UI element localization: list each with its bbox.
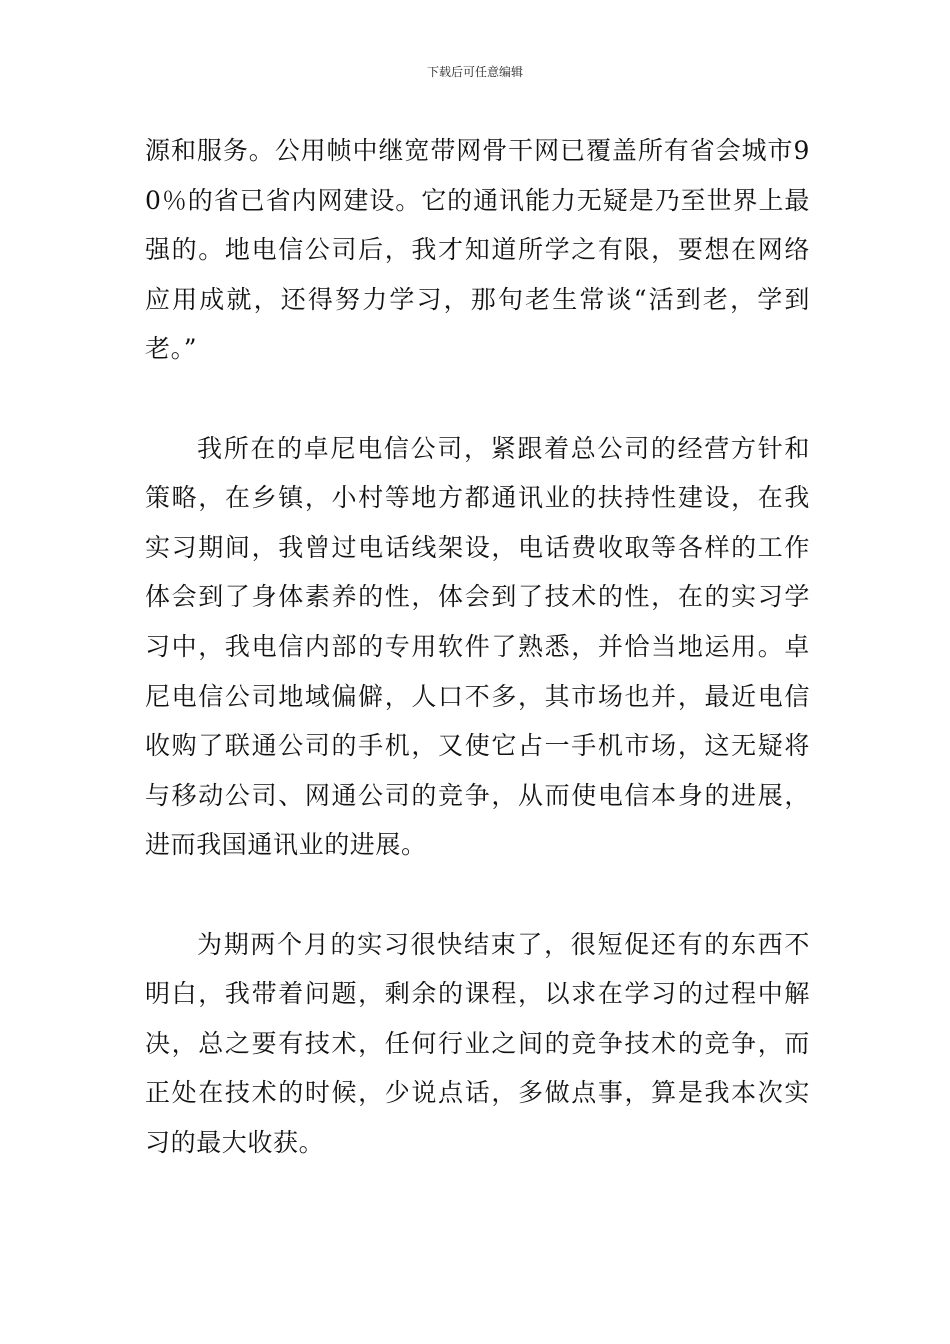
paragraph-3: 为期两个月的实习很快结束了，很短促还有的东西不明白，我带着问题，剩余的课程，以求在学习的过程中解决，总之要有技术，任何行业之间的竞争技术的竞争，而正处在技术的时候，少说点话，多做点事，算是我本次实习的最大收获。	[145, 929, 810, 1157]
paragraph-2: 我所在的卓尼电信公司，紧跟着总公司的经营方针和策略，在乡镇，小村等地方都通讯业的扶持性建设，在我实习期间，我曾过电话线架设，电话费收取等各样的工作体会到了身体素养的性，体会到了技术的性，在的实习学习中，我电信内部的专用软件了熟悉，并恰当地运用。卓尼电信公司地域偏僻，人口不多，其市场也并，最近电信收购了联通公司的手机，又使它占一手机市场，这无疑将与移动公司、网通公司的竞争，从而使电信本身的进展，进而我国通讯业的进展。	[145, 433, 810, 860]
paragraph-1: 源和服务。公用帧中继宽带网骨干网已覆盖所有省会城市90％的省已省内网建设。它的通讯能力无疑是乃至世界上最强的。地电信公司后，我才知道所学之有限，要想在网络应用成就，还得努力学习，那句老生常谈“活到老，学到老。”	[145, 136, 810, 364]
page-header-note: 下载后可任意编辑	[426, 65, 523, 79]
document-body	[145, 126, 810, 1167]
